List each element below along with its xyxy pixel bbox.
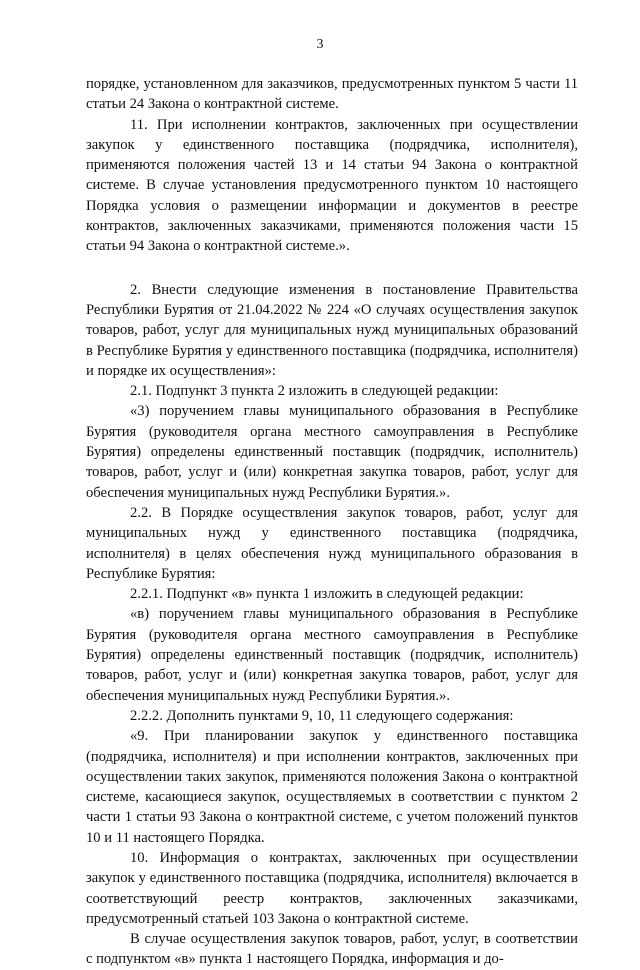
paragraph-2-2-1: 2.2.1. Подпункт «в» пункта 1 изложить в следующей редакции: [130,586,524,603]
paragraph-quote-v: «в) поручением главы муниципального образования в Республике Бурятия (руководителя органа местного самоуправления в Республике Бурятия) определены единственный поставщик (подрядчик, исполнитель) товаров, работ, услуг и (или) конкретная закупка товаров, работ, услуг для обеспечения муниципальных нужд Республики Бурятия.». [86,606,578,704]
section-gap [86,257,578,280]
paragraph-amendment-2: 2. Внести следующие изменения в постановление Правительства Республики Бурятия от 21.04.2022 № 224 «О случаях осуществления закупок товаров, работ, услуг для муниципальных нужд муниципальных образований в Республике Бурятия у единственного поставщика (подрядчика, исполнителя) и порядке их осуществления»: [86,281,578,379]
paragraph-2-2-2: 2.2.2. Дополнить пунктами 9, 10, 11 следующего содержания: [130,707,514,724]
document-body [86,74,578,970]
paragraph-continuation: порядке, установленном для заказчиков, предусмотренных пунктом 5 части 11 статьи 24 Закона о контрактной системе. [86,76,578,113]
paragraph-quote-9: «9. При планировании закупок у единственного поставщика (подрядчика, исполнителя) и при исполнении контрактов, заключенных при осуществлении таких закупок, применяются положения Закона о контрактной системе, касающиеся закупок, осуществляемых в соответствии с пунктом 2 части 1 статьи 93 Закона о контрактной системе, с учетом положений пунктов 10 и 11 настоящего Порядка. [86,728,578,846]
paragraph-closing: В случае осуществления закупок товаров, работ, услуг, в соответствии с подпунктом «в» пункта 1 настоящего Порядка, информация и до- [86,931,578,968]
paragraph-2-1: 2.1. Подпункт 3 пункта 2 изложить в следующей редакции: [130,383,499,400]
paragraph-2-2: 2.2. В Порядке осуществления закупок товаров, работ, услуг для муниципальных нужд у единственного поставщика (подрядчика, исполнителя) в целях обеспечения нужд муниципального образования в Республике Бурятия: [86,504,578,582]
page-number: 3 [316,37,324,52]
paragraph-quote-3: «3) поручением главы муниципального образования в Республике Бурятия (руководителя органа местного самоуправления в Республике Бурятия) определены единственный поставщик (подрядчик, исполнитель) товаров, работ, услуг и (или) конкретная закупка товаров, работ, услуг для обеспечения муниципальных нужд Республики Бурятия.». [86,403,578,501]
paragraph-item-10: 10. Информация о контрактах, заключенных при осуществлении закупок у единственного поставщика (подрядчика, исполнителя) включается в соответствующий реестр контрактов, заключенных заказчиками, предусмотренный статьей 103 Закона о контрактной системе. [86,849,578,927]
paragraph-item-11: 11. При исполнении контрактов, заключенных при осуществлении закупок у единственного поставщика (подрядчика, исполнителя), применяются положения частей 13 и 14 статьи 94 Закона о контрактной системе. В случае установления предусмотренного пунктом 10 настоящего Порядка условия о размещении информации и документов в реестре контрактов, заключенных заказчиками, применяются положения части 15 статьи 94 Закона о контрактной системе.». [86,116,578,255]
